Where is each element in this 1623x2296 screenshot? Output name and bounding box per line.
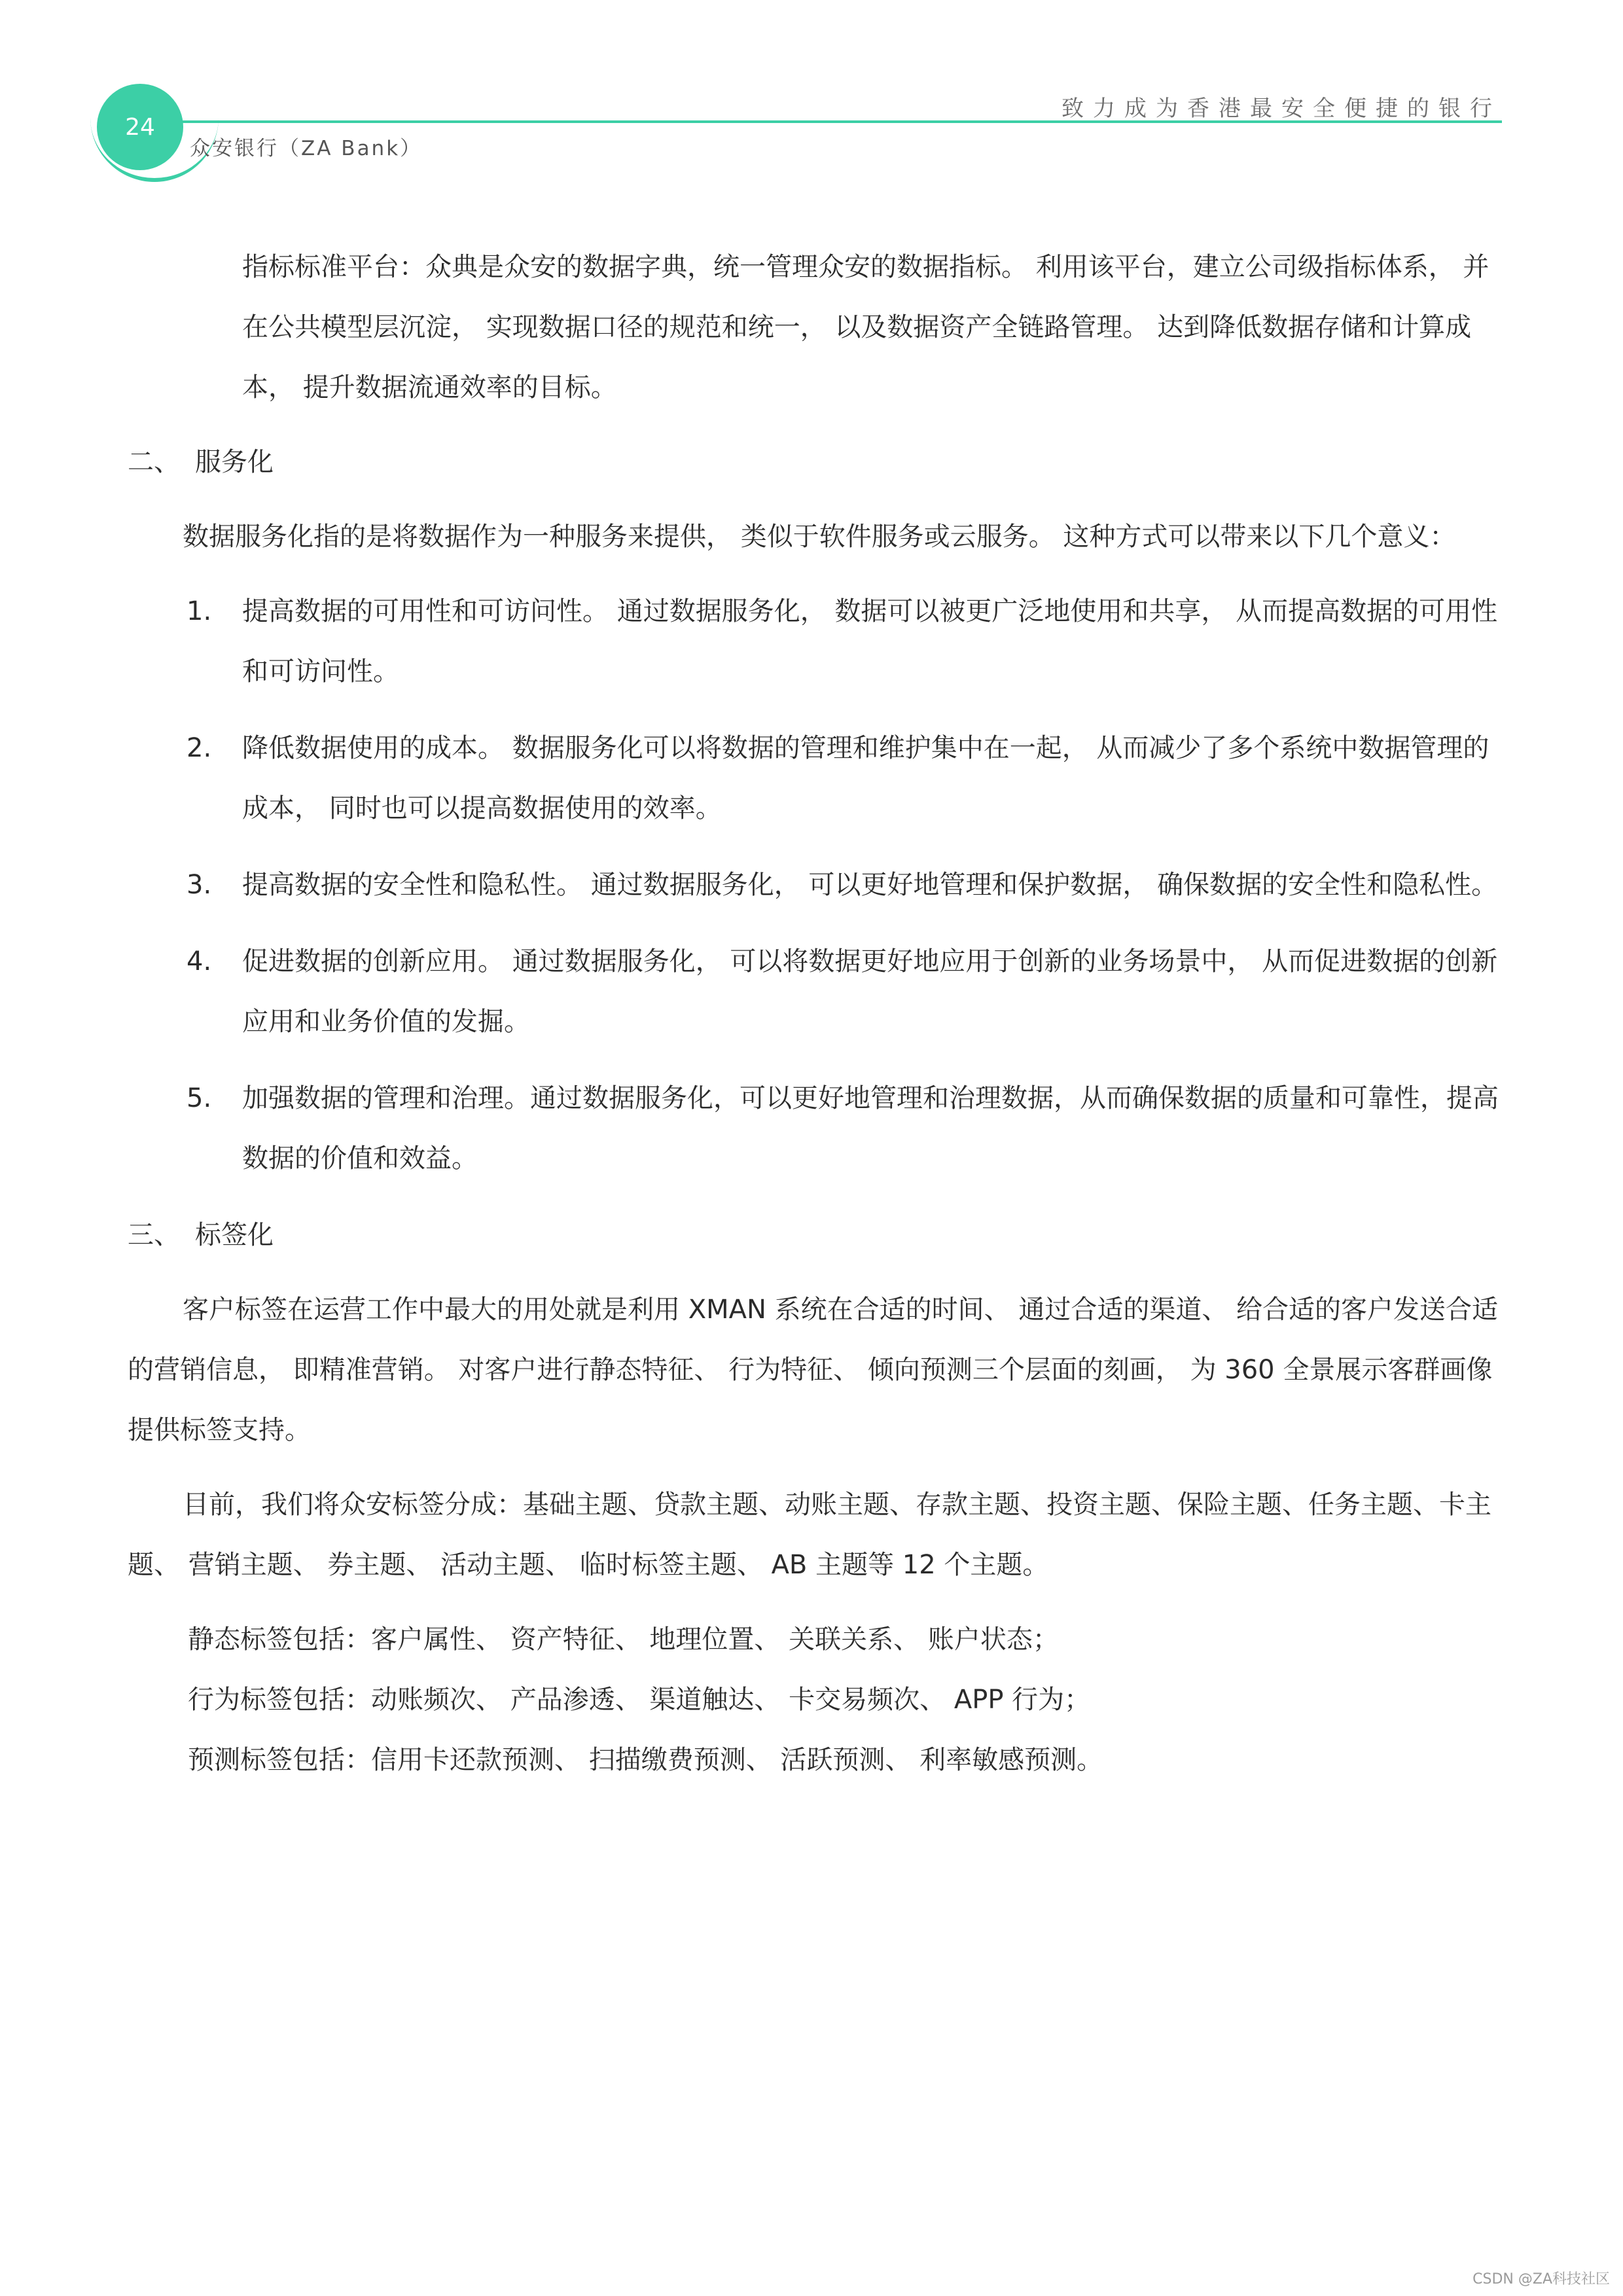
list-item-text: 促进数据的创新应用。 通过数据服务化， 可以将数据更好地应用于创新的业务场景中， 从而促进数据的创新应用和业务价值的发掘。 [242,946,1498,1037]
header-bank-name: 众安银行（ZA Bank） [190,137,423,160]
list-item-number: 4. [187,946,212,977]
section-number: 二、 [128,447,180,477]
list-item-number: 3. [187,870,212,900]
section-number: 三、 [128,1220,180,1250]
service-intro-paragraph: 数据服务化指的是将数据作为一种服务来提供， 类似于软件服务或云服务。 这种方式可以带来以下几个意义： [183,522,1456,552]
document-body [128,237,1502,1790]
static-tags-line: 静态标签包括：客户属性、 资产特征、 地理位置、 关联关系、 账户状态； [188,1624,1059,1655]
intro-paragraph: 指标标准平台：众典是众安的数据字典，统一管理众安的数据指标。 利用该平台，建立公司级指标体系， 并在公共模型层沉淀， 实现数据口径的规范和统一， 以及数据资产全链路管理。 达到降低数据存储和计算成本， 提升数据流通效率的目标。 [242,252,1489,403]
list-item [128,581,1502,702]
tagging-paragraph-2: 目前，我们将众安标签分成：基础主题、贷款主题、动账主题、存款主题、投资主题、保险主题、任务主题、卡主题、 营销主题、 券主题、 活动主题、 临时标签主题、 AB 主题等 12 个主题。 [128,1490,1491,1580]
list-item-number: 5. [187,1083,212,1113]
list-item-number: 1. [187,596,212,626]
list-item-number: 2. [187,733,212,763]
service-benefits-list [128,581,1502,1189]
section-heading-tagging [128,1205,1502,1265]
section-title: 服务化 [195,447,274,477]
list-item [128,1068,1502,1189]
page-number: 24 [125,113,155,141]
behavior-tags-line: 行为标签包括：动账频次、 产品渗透、 渠道触达、 卡交易频次、 APP 行为； [188,1685,1091,1715]
list-item-text: 提高数据的安全性和隐私性。 通过数据服务化， 可以更好地管理和保护数据， 确保数据的安全性和隐私性。 [242,870,1498,900]
list-item [128,718,1502,838]
section-title: 标签化 [195,1220,274,1250]
tagging-paragraph-1: 客户标签在运营工作中最大的用处就是利用 XMAN 系统在合适的时间、 通过合适的渠道、 给合适的客户发送合适的营销信息， 即精准营销。 对客户进行静态特征、 行为特征、 倾向预测三个层面的刻画， 为 360 全景展示客群画像提供标签支持。 [128,1295,1499,1445]
section-heading-service [128,432,1502,492]
list-item-text: 加强数据的管理和治理。通过数据服务化，可以更好地管理和治理数据，从而确保数据的质量和可靠性，提高数据的价值和效益。 [242,1083,1499,1174]
prediction-tags-line: 预测标签包括：信用卡还款预测、 扫描缴费预测、 活跃预测、 利率敏感预测。 [188,1745,1103,1775]
list-item-text: 提高数据的可用性和可访问性。 通过数据服务化， 数据可以被更广泛地使用和共享， 从而提高数据的可用性和可访问性。 [242,596,1498,687]
list-item [128,855,1502,915]
page-number-badge [97,84,183,170]
list-item [128,931,1502,1052]
list-item-text: 降低数据使用的成本。 数据服务化可以将数据的管理和维护集中在一起， 从而减少了多个系统中数据管理的成本， 同时也可以提高数据使用的效率。 [242,733,1489,823]
watermark: CSDN @ZA科技社区 [1472,2271,1610,2287]
header-slogan: 致力成为香港最安全便捷的银行 [1061,96,1501,122]
